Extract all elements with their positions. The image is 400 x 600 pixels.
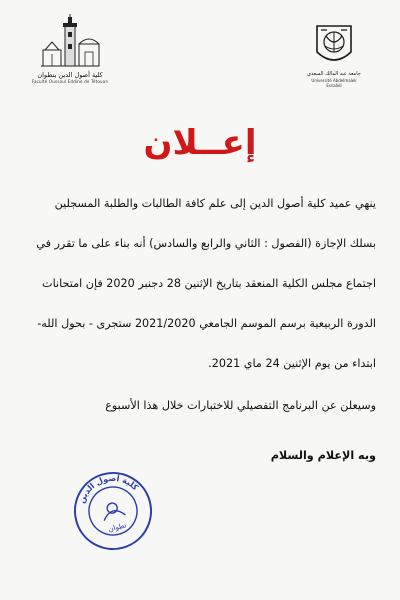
body-line-6: وسيعلن عن البرنامج التفصيلي للاختبارات خلال هذا الأسبوع xyxy=(105,399,376,412)
university-emblem-icon xyxy=(313,22,355,70)
university-name-latin: Université Abdelmalek Essaâdi xyxy=(311,78,357,88)
closing-line: وبه الإعلام والسلام xyxy=(270,449,376,462)
stamp-city-text: تطوان xyxy=(107,521,128,534)
stamp-outer-text: كلية أصول الدين xyxy=(77,473,140,505)
faculty-name-latin: Faculté Oussoul Eddine de Tétouan xyxy=(31,79,109,84)
body-line-5: ابتداء من يوم الإثنين 24 ماي 2021. xyxy=(208,357,376,370)
body-line-1: ينهي عميد كلية أصول الدين إلى علم كافة الطالبات والطلبة المسجلين xyxy=(54,197,376,210)
faculty-logo xyxy=(30,14,110,98)
body-line-3: اجتماع مجلس الكلية المنعقد بتاريخ الإثنين 28 دجنبر 2020 فإن امتحانات xyxy=(42,277,376,290)
official-stamp xyxy=(72,470,154,552)
announcement-title: إعــلان xyxy=(143,123,257,163)
body-line-2: بسلك الإجازة (الفصول : الثاني والرابع والسادس) أنه بناء على ما تقرر في xyxy=(36,237,376,250)
faculty-name-arabic: كلية أصول الدين بتطوان xyxy=(37,71,103,79)
body-line-4: الدورة الربيعية برسم الموسم الجامعي 2021/2020 ستجرى - بحول الله- xyxy=(37,317,376,330)
university-logo xyxy=(306,22,362,94)
minaret-icon xyxy=(35,14,105,70)
university-name-arabic: جامعة عبد المالك السعدي xyxy=(307,71,361,77)
